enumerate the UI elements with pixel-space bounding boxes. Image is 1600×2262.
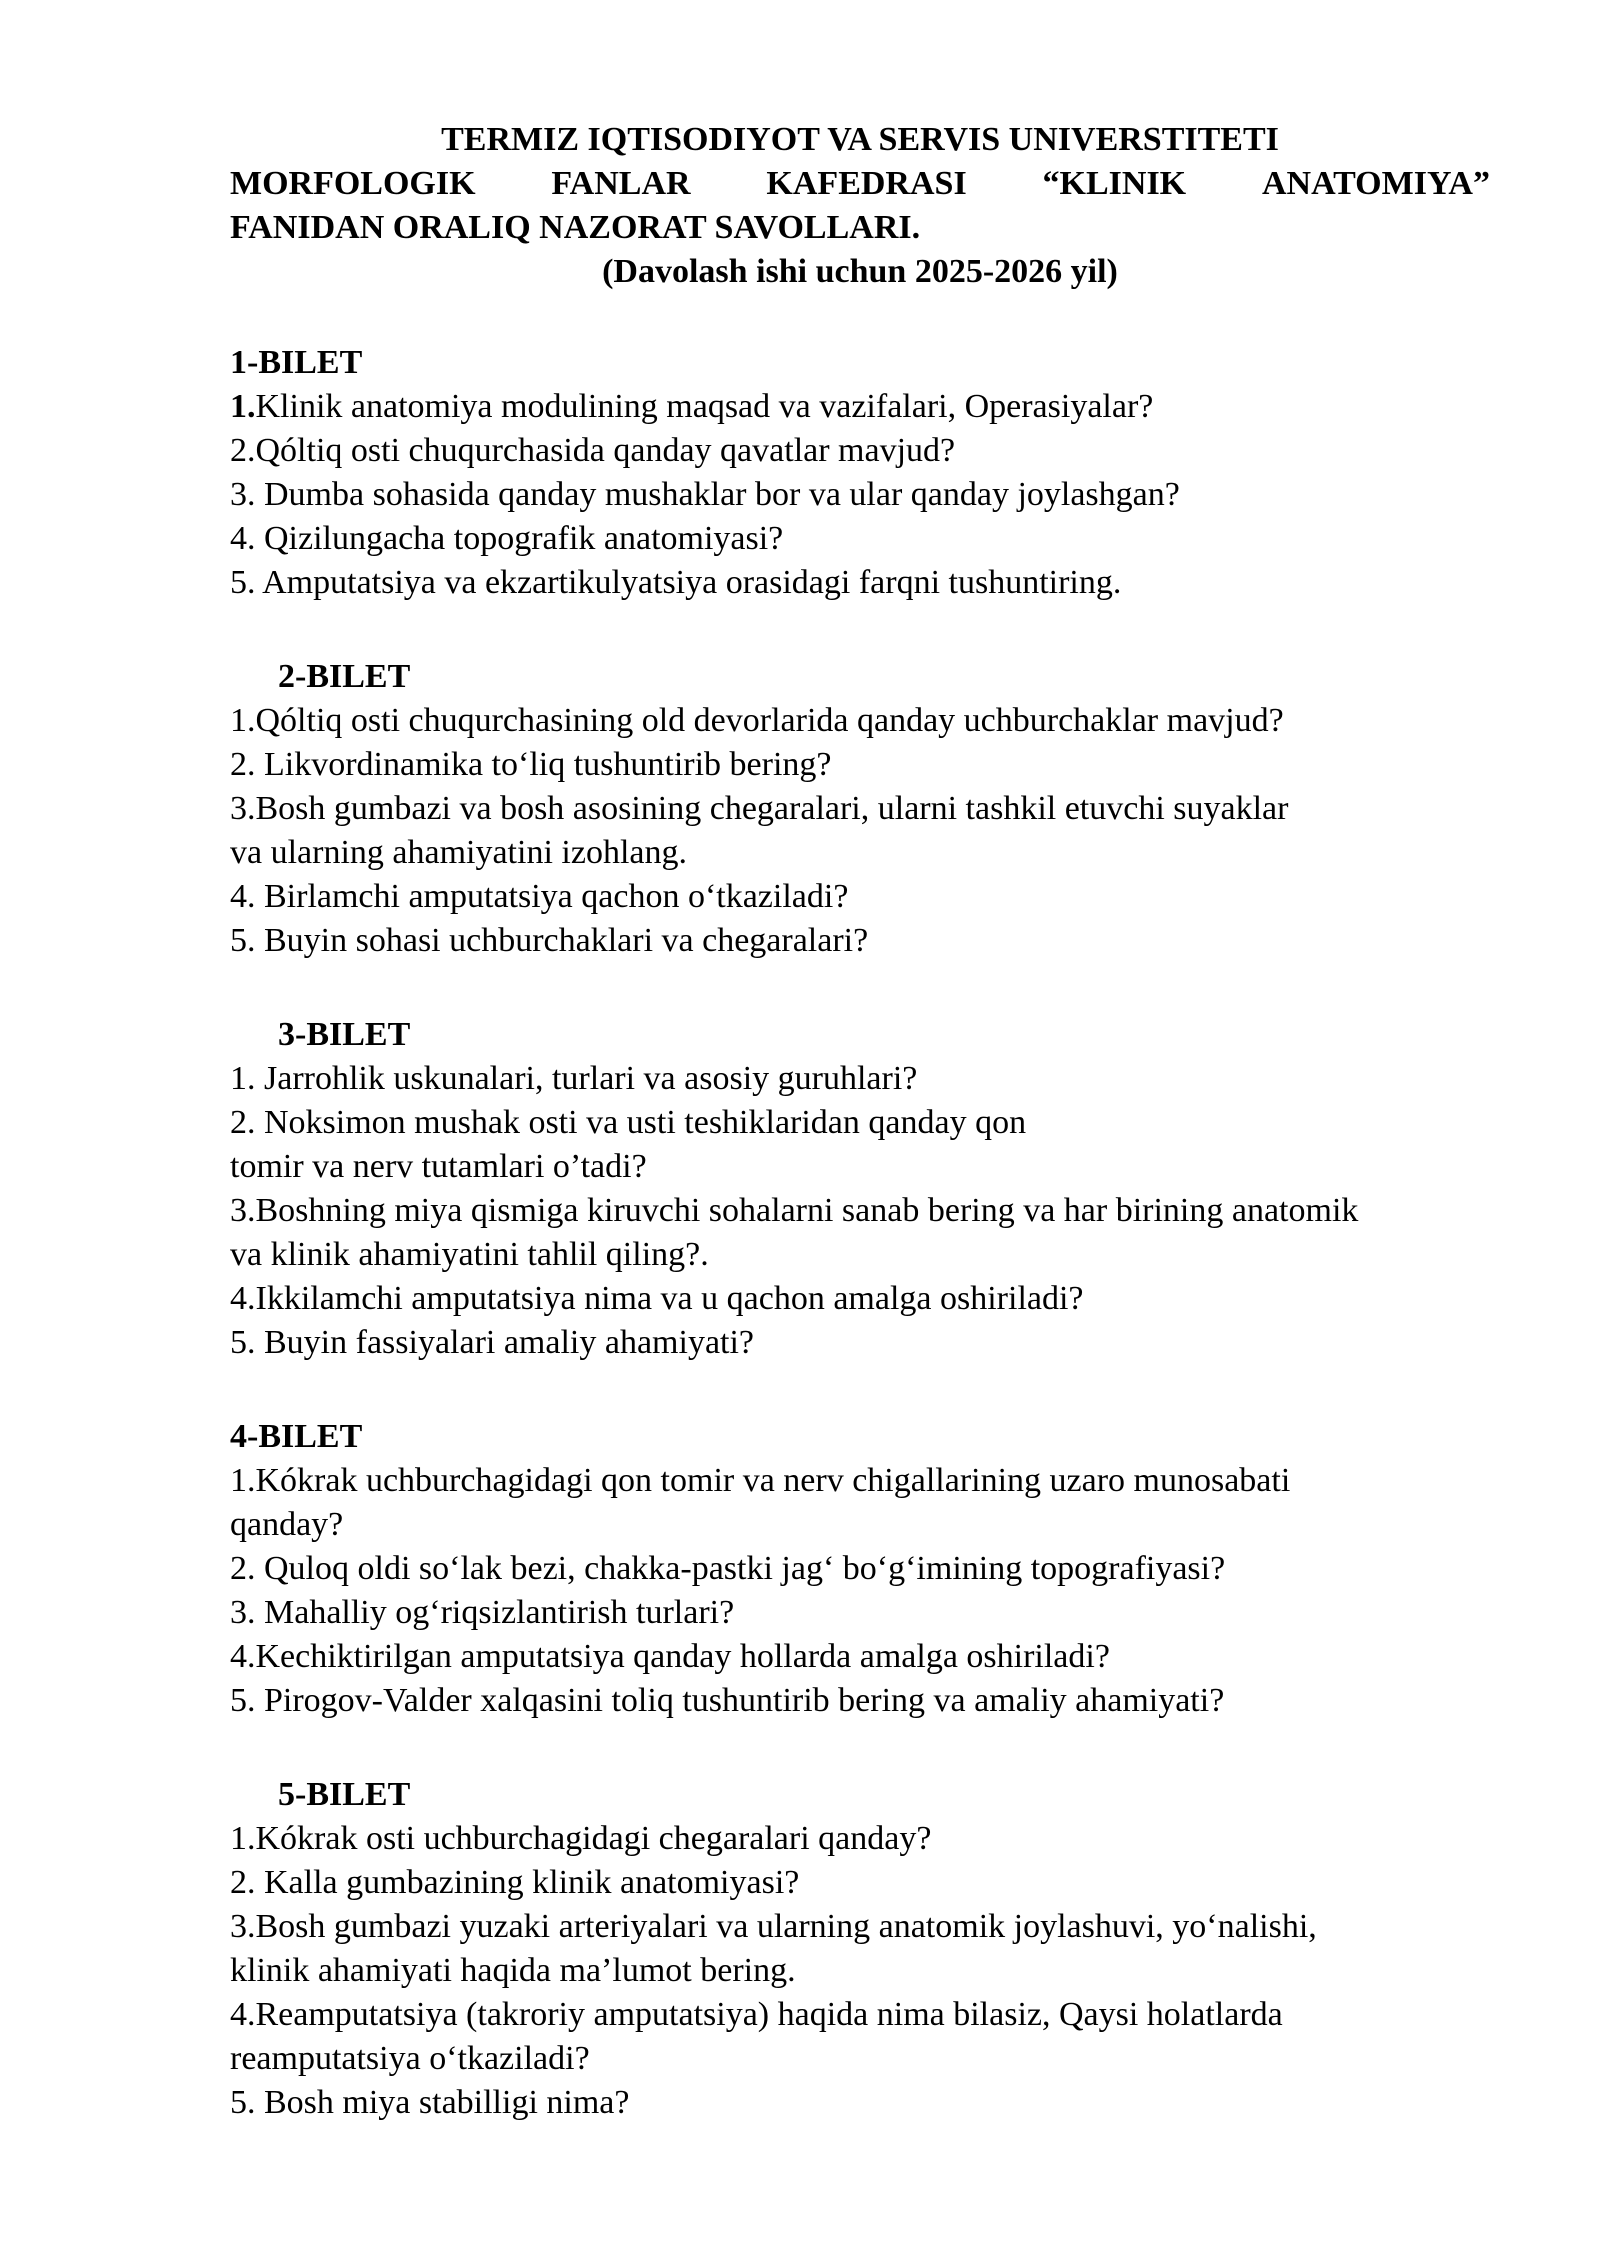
ticket-title: 5-BILET <box>278 1776 411 1813</box>
question-item: 1. Jarrohlik uskunalari, turlari va asosiy guruhlari? <box>230 1060 918 1097</box>
question-item: 2.Qóltiq osti chuqurchasida qanday qavatlar mavjud? <box>230 432 956 469</box>
ticket-4 <box>230 1415 1490 1723</box>
question-item: 2. Kalla gumbazining klinik anatomiyasi? <box>230 1864 800 1901</box>
ticket-title: 2-BILET <box>278 658 411 695</box>
question-item: 3.Bosh gumbazi va bosh asosining chegaralari, ularni tashkil etuvchi suyaklar <box>230 790 1289 827</box>
question-item: klinik ahamiyati haqida ma’lumot bering. <box>230 1952 796 1989</box>
document-header <box>230 118 1490 294</box>
question-item: 1.Qóltiq osti chuqurchasining old devorlarida qanday uchburchaklar mavjud? <box>230 702 1284 739</box>
question-item: 2. Quloq oldi so‘lak bezi, chakka-pastki jag‘ bo‘g‘imining topografiyasi? <box>230 1550 1226 1587</box>
ticket-title: 3-BILET <box>278 1016 411 1053</box>
question-item <box>230 385 1490 429</box>
question-item: 3.Boshning miya qismiga kiruvchi sohalarni sanab bering va har birining anatomik <box>230 1192 1359 1229</box>
header-word: MORFOLOGIK <box>230 165 476 202</box>
question-item: 5. Pirogov-Valder xalqasini toliq tushuntirib bering va amaliy ahamiyati? <box>230 1682 1225 1719</box>
question-item: 4.Kechiktirilgan amputatsiya qanday hollarda amalga oshiriladi? <box>230 1638 1110 1675</box>
question-item: 5. Buyin fassiyalari amaliy ahamiyati? <box>230 1324 755 1361</box>
header-subject: FANIDAN ORALIQ NAZORAT SAVOLLARI. <box>230 209 921 246</box>
question-item: 5. Bosh miya stabilligi nima? <box>230 2084 630 2121</box>
ticket-1 <box>230 341 1490 605</box>
question-item: 5. Buyin sohasi uchburchaklari va chegaralari? <box>230 922 869 959</box>
question-item: 3. Dumba sohasida qanday mushaklar bor va ular qanday joylashgan? <box>230 476 1180 513</box>
question-item: 1.Kókrak uchburchagidagi qon tomir va nerv chigallarining uzaro munosabati <box>230 1462 1291 1499</box>
question-item: 4. Qizilungacha topografik anatomiyasi? <box>230 520 784 557</box>
question-text: Klinik anatomiya modulining maqsad va vazifalari, Operasiyalar? <box>255 388 1154 425</box>
ticket-title: 1-BILET <box>230 344 363 381</box>
question-item: 5. Amputatsiya va ekzartikulyatsiya orasidagi farqni tushuntiring. <box>230 564 1122 601</box>
ticket-title: 4-BILET <box>230 1418 363 1455</box>
header-year: (Davolash ishi uchun 2025-2026 yil) <box>602 253 1118 290</box>
question-item: reamputatsiya o‘tkaziladi? <box>230 2040 590 2077</box>
question-item: va klinik ahamiyatini tahlil qiling?. <box>230 1236 709 1273</box>
header-university: TERMIZ IQTISODIYOT VA SERVIS UNIVERSTITETI <box>441 121 1279 158</box>
question-item: va ularning ahamiyatini izohlang. <box>230 834 687 871</box>
header-word: “KLINIK <box>1042 165 1187 202</box>
question-item: 3. Mahalliy og‘riqsizlantirish turlari? <box>230 1594 735 1631</box>
question-item: 1.Kókrak osti uchburchagidagi chegaralari qanday? <box>230 1820 932 1857</box>
header-word: KAFEDRASI <box>766 165 967 202</box>
question-item: 4.Ikkilamchi amputatsiya nima va u qachon amalga oshiriladi? <box>230 1280 1084 1317</box>
question-item: qanday? <box>230 1506 344 1543</box>
question-item: 2. Likvordinamika to‘liq tushuntirib bering? <box>230 746 832 783</box>
ticket-5 <box>230 1773 1490 2125</box>
header-word: ANATOMIYA” <box>1261 165 1490 202</box>
header-word: FANLAR <box>551 165 691 202</box>
question-item: 3.Bosh gumbazi yuzaki arteriyalari va ularning anatomik joylashuvi, yo‘nalishi, <box>230 1908 1317 1945</box>
document-page <box>230 118 1490 2125</box>
header-department-line <box>230 162 1490 206</box>
question-item: 4. Birlamchi amputatsiya qachon o‘tkaziladi? <box>230 878 849 915</box>
question-item: tomir va nerv tutamlari o’tadi? <box>230 1148 647 1185</box>
question-item: 4.Reamputatsiya (takroriy amputatsiya) haqida nima bilasiz, Qaysi holatlarda <box>230 1996 1283 2033</box>
question-item: 2. Noksimon mushak osti va usti teshiklaridan qanday qon <box>230 1104 1027 1141</box>
ticket-2 <box>230 655 1490 963</box>
question-number: 1. <box>230 388 256 425</box>
ticket-3 <box>230 1013 1490 1365</box>
